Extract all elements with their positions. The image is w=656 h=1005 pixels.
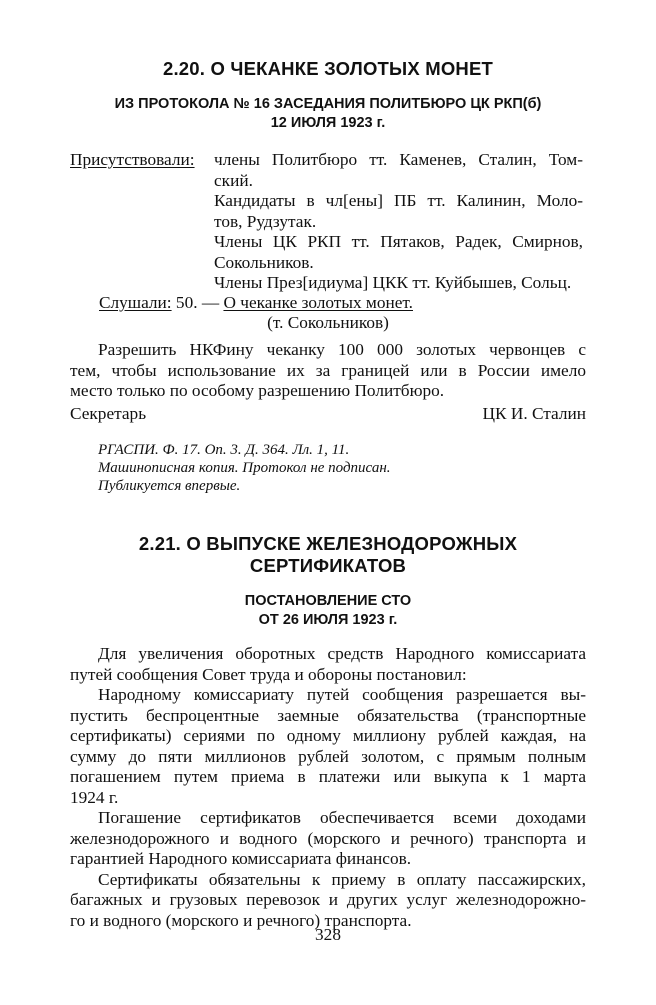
body-line: Сертификаты обязательны к приему в оплату пассажирских, (98, 869, 586, 889)
present-line: Члены ЦК РКП тт. Пятаков, Радек, Смирнов, (214, 232, 583, 251)
body-line: Для увеличения оборотных средств Народного комиссариата (98, 644, 586, 663)
attendance-block (70, 150, 590, 294)
heard-label: Слушали: (99, 293, 172, 312)
present-line: ский. (214, 170, 253, 190)
secretary-label: Секретарь (70, 404, 147, 423)
paragraph-4 (70, 870, 586, 932)
source-line: Машинописная копия. Протокол не подписан. (98, 460, 391, 476)
body-line: путей сообщения Совет труда и обороны постановил: (70, 664, 467, 684)
present-line: Сокольников. (214, 252, 314, 272)
body-line: погашением путем приема в платежи или выкупа к 1 марта (70, 767, 586, 786)
paragraph-1 (70, 644, 586, 685)
body-line: Народному комиссариату путей сообщения разрешается вы- (98, 685, 586, 704)
decision-line: тем, чтобы использование их за границей или в России имело (70, 360, 586, 380)
decision-paragraph (70, 340, 586, 402)
page-number: 328 (315, 925, 341, 944)
present-label: Присутствовали: (70, 150, 195, 169)
paragraph-3 (70, 808, 586, 870)
body-line: го и водного (морского и речного) транспорта. (70, 910, 412, 930)
protocol-subtitle-line: ИЗ ПРОТОКОЛА № 16 ЗАСЕДАНИЯ ПОЛИТБЮРО ЦК РКП(б) (114, 96, 542, 112)
paragraph-2 (70, 685, 586, 808)
heard-topic: О чеканке золотых монет. (223, 293, 413, 312)
section-title-line: СЕРТИФИКАТОВ (249, 555, 407, 576)
signature-line (70, 404, 586, 425)
protocol-subtitle (0, 95, 656, 133)
present-line: члены Политбюро тт. Каменев, Сталин, Том- (214, 150, 583, 169)
heard-number: 50. — (175, 293, 220, 312)
resolution-date: ОТ 26 ИЮЛЯ 1923 г. (258, 612, 398, 628)
decision-line: место только по особому разрешению Политбюро. (70, 381, 445, 400)
body-line: багажных и грузовых перевозок и других услуг железнодорожно- (70, 890, 586, 909)
heard-line (99, 293, 413, 314)
body-line: сертификаты) сериями по одному миллиону рублей каждая, на (70, 726, 586, 745)
speaker-note: (т. Сокольников) (267, 313, 389, 332)
resolution-body (70, 644, 586, 931)
section-title-2-21 (0, 533, 656, 577)
present-line: Члены През[идиума] ЦКК тт. Куйбышев, Сольц. (214, 273, 572, 292)
section-title-line: 2.21. О ВЫПУСКЕ ЖЕЛЕЗНОДОРОЖНЫХ (138, 533, 518, 554)
body-line: гарантией Народного комиссариата финансов. (70, 849, 412, 868)
body-line: 1924 г. (70, 787, 119, 807)
resolution-subtitle (0, 592, 656, 630)
present-line: Кандидаты в чл[ены] ПБ тт. Калинин, Моло- (214, 191, 583, 210)
archive-source (98, 441, 391, 495)
body-line: сумму до пяти миллионов рублей золотом, с прямым полным (70, 746, 586, 766)
decision-line: Разрешить НКФину чеканку 100 000 золотых червонцев с (98, 340, 586, 359)
body-line: железнодорожного и водного (морского и речного) транспорта и (70, 828, 586, 848)
present-line: тов, Рудзутак. (214, 211, 317, 231)
resolution-subtitle-line: ПОСТАНОВЛЕНИЕ СТО (244, 593, 412, 609)
body-line: пустить беспроцентные заемные обязательства (транспортные (70, 705, 586, 725)
section-title-2-20: 2.20. О ЧЕКАНКЕ ЗОЛОТЫХ МОНЕТ (162, 58, 494, 79)
secretary-name: ЦК И. Сталин (482, 404, 586, 423)
body-line: Погашение сертификатов обеспечивается всеми доходами (98, 808, 586, 827)
source-line: РГАСПИ. Ф. 17. Оп. 3. Д. 364. Лл. 1, 11. (98, 442, 350, 458)
source-line: Публикуется впервые. (98, 478, 241, 494)
protocol-date: 12 ИЮЛЯ 1923 г. (270, 115, 386, 131)
